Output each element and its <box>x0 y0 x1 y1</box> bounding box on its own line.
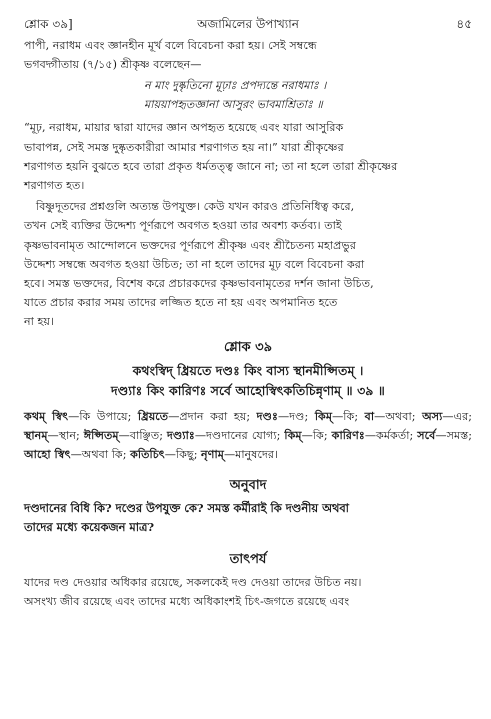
text-line: তাদের মধ্যে কয়েকজন মাত্র? <box>24 520 155 535</box>
synonym-term: সর্বে <box>417 427 436 442</box>
header-chapter-title: অজামিলের উপাখ্যান <box>197 17 299 31</box>
synonym-meaning: —কর্মকর্তা; <box>364 428 418 442</box>
text-line: তখন সেই ব্যক্তির উদ্দেশ্য পূর্ণরূপে অবগত হওয়া তার অবশ্য কর্তব্য। তাই <box>24 219 342 233</box>
synonym-meaning: —অথবা কি; <box>70 448 131 462</box>
text-line: শরণাগত হয়নি বুঝতে হবে তারা প্রকৃত ধর্মতত্ত্ব জানে না; তা না হলে তারা শ্রীকৃষ্ণের <box>24 159 398 173</box>
verse-line-1: কথংস্বিদ্ ধ্রিয়তে দণ্ডঃ কিং বাস্য স্থানমীপ্সিতম্ । <box>132 362 364 378</box>
synonym-term: কিম্ <box>314 408 333 423</box>
text-line: “মূঢ়, নরাধম, মায়ার দ্বারা যাদের জ্ঞান অপহৃত হয়েছে এবং যারা আসুরিক <box>24 121 344 135</box>
synonym-meaning: —বাঞ্ছিত; <box>118 428 167 442</box>
synonym-meaning: —প্রদান করা হয়; <box>168 409 257 423</box>
purport-heading: তাৎপর্য <box>229 551 267 567</box>
synonym-meaning: —দণ্ডদানের যোগ্য; <box>194 428 285 442</box>
synonym-term: আহো স্বিৎ <box>24 447 71 462</box>
synonym-meaning: —কিছু; <box>164 448 202 462</box>
quote-line-2: মায়য়াপহৃতজ্ঞানা আসুরং ভাবমাশ্রিতাঃ ॥ <box>144 98 323 112</box>
text-line: পাপী, নরাধম এবং জ্ঞানহীন মূর্খ বলে বিবেচনা করা হয়। সেই সম্বন্ধে <box>24 39 317 52</box>
synonym-meaning: —স্থান; <box>47 428 84 442</box>
text-line: হবে। সমস্ত ভক্তদের, বিশেষ করে প্রচারকদের কৃষ্ণভাবনামৃতের দর্শন জানা উচিত, <box>24 277 374 291</box>
synonym-term: দণ্ডঃ <box>256 408 278 423</box>
page-header <box>24 10 472 36</box>
synonym-meaning: —সমস্ত; <box>435 428 473 442</box>
page <box>24 10 472 611</box>
synonym-meaning: —কি উপায়ে; <box>68 409 138 423</box>
header-verse-ref: শ্লোক ৩৯] <box>24 17 73 31</box>
synonym-term: নৃণাম্ <box>201 447 224 462</box>
synonym-term: বা <box>364 408 375 423</box>
paragraph-quote-translation <box>24 118 472 195</box>
text-line: ভগবদ্গীতায় (৭/১৫) শ্রীকৃষ্ণ বলেছেন— <box>24 58 202 72</box>
text-line: শরণাগত হত। <box>24 179 85 193</box>
text-line: উদ্দেশ্য সম্বন্ধে অবগত হওয়া উচিত; তা না হলে তাদের মূঢ় বলে বিবেচনা করা <box>24 257 365 271</box>
text-line: যাতে প্রচার করার সময় তাদের লজ্জিত হতে না হয় এবং অপমানিত হতে <box>24 296 338 310</box>
paragraph-vishnudutas <box>24 197 472 331</box>
quote-line-1: ন মাং দুষ্কৃতিনো মূঢ়াঃ প্রপদ্যন্তে নরাধমাঃ । <box>144 79 327 93</box>
synonym-meaning: —অথবা; <box>374 409 423 423</box>
translation-heading: অনুবাদ <box>229 478 267 494</box>
word-for-word-synonyms <box>24 407 472 465</box>
synonym-meaning: —দণ্ড; <box>277 409 315 423</box>
text-line: ভাবাপন্ন, সেই সমস্ত দুষ্কৃতকারীরা আমার শরণাগত হয় না।” যারা শ্রীকৃষ্ণের <box>24 140 344 154</box>
text-line: অসংখ্য জীব রয়েছে এবং তাদের মধ্যে অধিকাংশই চিৎ-জগতে রয়েছে এবং <box>24 594 350 608</box>
text-line: না হয়। <box>24 315 54 329</box>
text-line: কৃষ্ণভাবনামৃত আন্দোলনে ভক্তদের পূর্ণরূপে শ্রীকৃষ্ণ এবং শ্রীচৈতন্য মহাপ্রভুর <box>24 238 356 252</box>
synonym-meaning: —কি; <box>301 428 332 442</box>
paragraph-intro <box>24 36 472 74</box>
synonym-term: ঈপ্সিতম্ <box>83 427 119 442</box>
synonym-term: কারিণঃ <box>331 427 365 442</box>
text-line: দণ্ডদানের বিধি কি? দণ্ডের উপযুক্ত কে? সমস্ত কর্মীরাই কি দণ্ডনীয় অথবা <box>24 501 349 516</box>
synonym-meaning: —কি; <box>332 409 365 423</box>
synonym-term: কথম্ স্বিৎ <box>24 408 69 423</box>
text-line: যাদের দণ্ড দেওয়ার অধিকার রয়েছে, সকলকেই দণ্ড দেওয়া তাদের উচিত নয়। <box>24 575 362 589</box>
synonym-term: স্থানম্ <box>24 427 48 442</box>
purport-text <box>24 573 472 611</box>
verse-title: শ্লোক ৩৯ <box>223 339 273 355</box>
page-number: ৪৫ <box>456 17 472 31</box>
synonym-term: কিম্ <box>284 427 302 442</box>
synonym-term: কতিচিৎ <box>130 447 165 462</box>
translation-text <box>24 499 472 537</box>
verse-line-2: দণ্ড্যাঃ কিং কারিণঃ সর্বে আহোস্বিৎকতিচিন্নৃণাম্ ॥ ৩৯ ॥ <box>111 382 385 398</box>
gita-quote <box>24 76 472 114</box>
synonym-term: দণ্ড্যাঃ <box>167 427 195 442</box>
synonym-term: অস্য <box>422 408 443 423</box>
synonym-term: ধ্রিয়তে <box>137 408 169 423</box>
text-line: বিষ্ণুদূতদের প্রশ্নগুলি অত্যন্ত উপযুক্ত। কেউ যখন কারও প্রতিনিধিত্ব করে, <box>36 200 355 214</box>
synonym-meaning: —মানুষদের। <box>223 448 278 462</box>
synonym-meaning: —এর; <box>442 409 473 423</box>
